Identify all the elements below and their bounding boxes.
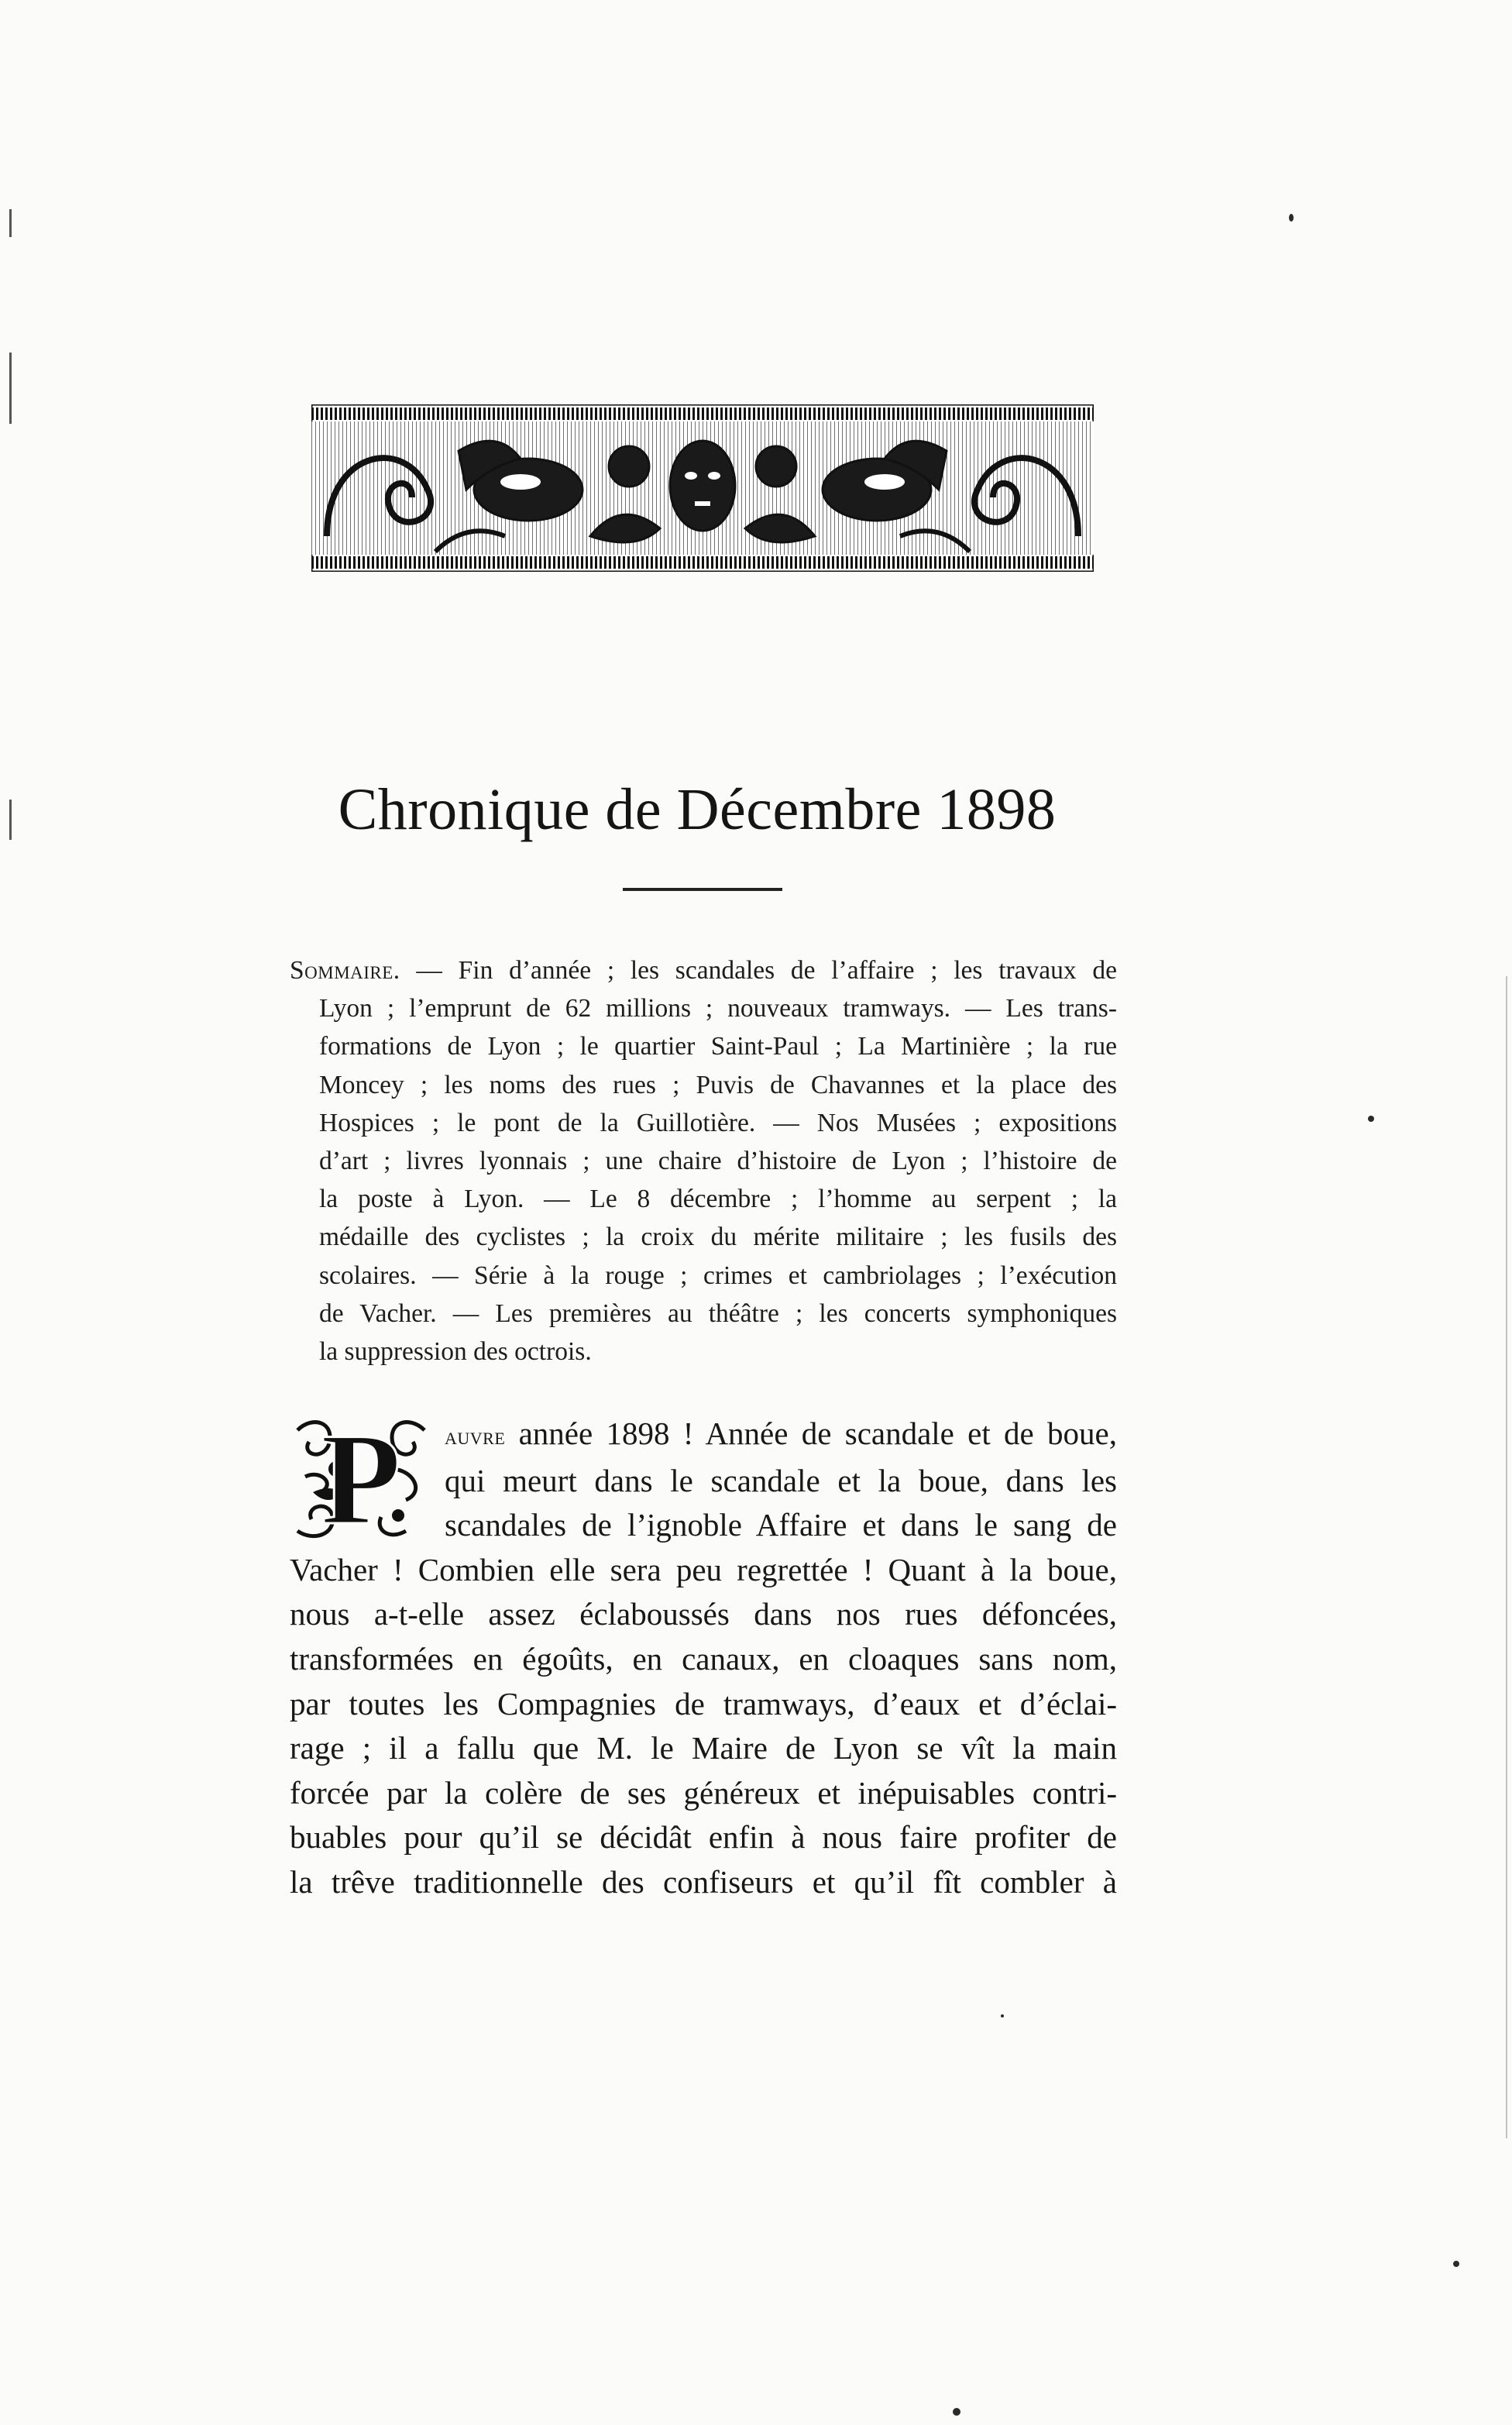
summary-line: — Fin d’année ; les scandales de l’affaire ; les travaux de — [416, 956, 1117, 985]
summary-label: Sommaire. — [290, 956, 400, 985]
summary-line: de Vacher. — Les premières au théâtre ; les concerts symphoniques — [319, 1298, 1117, 1328]
body-line: buables pour qu’il se décidât enfin à nous faire profiter de — [290, 1819, 1117, 1856]
summary-line: scolaires. — Série à la rouge ; crimes et cambriolages ; l’exécution — [319, 1261, 1117, 1290]
body-line: transformées en égoûts, en canaux, en cloaques sans nom, — [290, 1640, 1117, 1677]
scan-speck — [953, 2408, 960, 2416]
summary-line: formations de Lyon ; le quartier Saint-Paul ; La Martinière ; la rue — [319, 1032, 1117, 1061]
lead-smallcaps: auvre — [445, 1422, 506, 1450]
page-title: Chronique de Décembre 1898 — [338, 777, 1057, 842]
scan-speck — [1289, 214, 1294, 222]
summary-line: médaille des cyclistes ; la croix du mérite militaire ; les fusils des — [319, 1223, 1117, 1252]
body-line: scandales de l’ignoble Affaire et dans le sang de — [445, 1507, 1117, 1543]
body-line: par toutes les Compagnies de tramways, d’eaux et d’éclai- — [290, 1685, 1117, 1722]
body-line-text: année 1898 ! Année de scandale et de boue, — [518, 1415, 1117, 1451]
scan-speck — [1001, 2014, 1004, 2017]
scan-edge-mark — [1506, 976, 1507, 2138]
summary-line: Moncey ; les noms des rues ; Puvis de Chavannes et la place des — [319, 1070, 1117, 1099]
body-paragraph — [290, 1412, 1117, 1905]
body-line: forcée par la colère de ses généreux et inépuisables contri- — [290, 1774, 1117, 1811]
body-line: nous a-t-elle assez éclaboussés dans nos rues défoncées, — [290, 1596, 1117, 1632]
body-line: la trêve traditionnelle des confiseurs et qu’il fît combler à — [290, 1863, 1117, 1900]
scan-edge-mark — [9, 209, 12, 237]
body-line: qui meurt dans le scandale et la boue, dans les — [445, 1462, 1117, 1498]
body-line — [290, 1412, 1117, 1459]
header-ornament — [311, 404, 1094, 572]
summary-paragraph — [290, 951, 1117, 1371]
body-line: Vacher ! Combien elle sera peu regrettée ! Quant à la boue, — [290, 1551, 1117, 1587]
scan-edge-mark — [9, 800, 12, 840]
body-line: rage ; il a fallu que M. le Maire de Lyon se vît la main — [290, 1730, 1117, 1766]
dropcap-letter: P — [321, 1415, 401, 1542]
summary-line: la suppression des octrois. — [319, 1337, 592, 1367]
summary-line: Lyon ; l’emprunt de 62 millions ; nouveaux tramways. — Les trans- — [319, 994, 1117, 1023]
scan-speck — [1453, 2261, 1459, 2267]
scan-speck — [1368, 1116, 1374, 1122]
summary-line: d’art ; livres lyonnais ; une chaire d’histoire de Lyon ; l’histoire de — [319, 1147, 1117, 1176]
title-underline — [623, 888, 782, 891]
scan-edge-mark — [9, 353, 12, 424]
summary-line: Hospices ; le pont de la Guillotière. — Nos Musées ; expositions — [319, 1108, 1117, 1137]
ornament-graphic — [311, 404, 1094, 572]
summary-line: la poste à Lyon. — Le 8 décembre ; l’homme au serpent ; la — [319, 1185, 1117, 1214]
